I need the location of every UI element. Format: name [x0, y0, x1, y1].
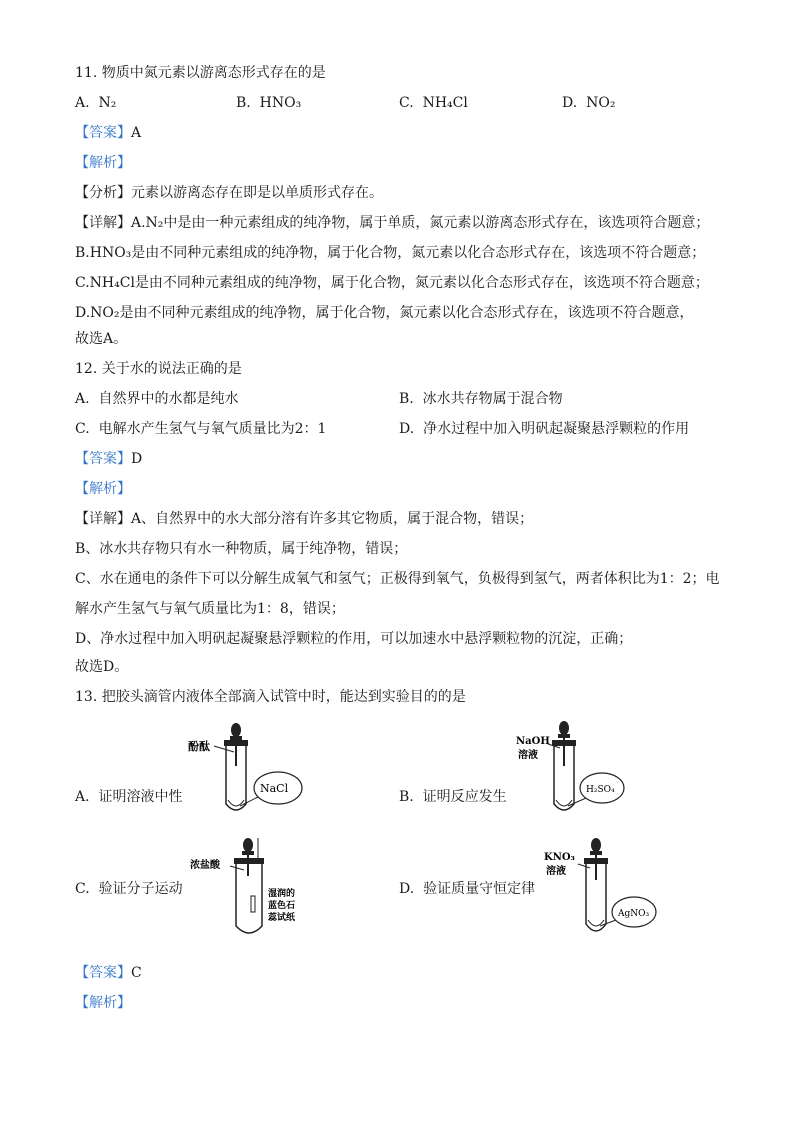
label-solution: H₂SO₄	[586, 785, 615, 795]
answer-tag: 【答案】	[75, 125, 131, 141]
option-text: 净水过程中加入明矾起凝聚悬浮颗粒的作用	[423, 421, 690, 437]
option-letter: B.	[236, 95, 251, 111]
answer-value: C	[131, 965, 142, 981]
q11-detail-line-3: C.NH₄Cl是由不同种元素组成的纯净物，属于化合物，氮元素以化合态形式存在，该选项不符合题意；	[75, 275, 709, 291]
dropper-bulb-icon	[559, 721, 569, 735]
dropper-bulb-icon	[591, 838, 601, 852]
q12-option-c	[75, 420, 326, 438]
option-text: 证明反应发生	[422, 789, 507, 805]
q13-option-c	[75, 880, 183, 898]
dropper-bulb-icon	[243, 838, 253, 852]
option-letter: C.	[75, 881, 90, 897]
test-tube-diagram-b	[512, 718, 662, 818]
test-tube-diagram-d	[538, 836, 688, 940]
stopper-icon	[552, 740, 576, 746]
litmus-paper-icon	[251, 896, 255, 912]
option-letter: C.	[75, 421, 90, 437]
q11-answer	[75, 124, 141, 142]
q12-analysis-tag: 【解析】	[75, 481, 131, 497]
option-letter: B.	[399, 391, 414, 407]
option-text: NH₄Cl	[422, 95, 468, 111]
q11-option-d	[562, 94, 615, 112]
detail-text: A.N₂中是由一种元素组成的纯净物，属于单质，氮元素以游离态形式存在，该选项符合题意；	[131, 215, 710, 231]
q11-option-b	[236, 94, 301, 112]
q11-conclusion: 故选A。	[75, 331, 128, 347]
q12-option-a	[75, 390, 238, 408]
q12-option-d	[399, 420, 689, 438]
label-reagent: KNO₃	[544, 852, 575, 863]
q13-option-d	[399, 880, 535, 898]
label-solution: NaCl	[260, 782, 289, 795]
q12-detail-line-3: C、水在通电的条件下可以分解生成氧气和氢气；正极得到氧气，负极得到氢气，两者体积比为1：2；电	[75, 571, 720, 587]
option-text: 证明溶液中性	[98, 789, 183, 805]
label-paper-3: 蕊试纸	[268, 913, 296, 923]
answer-tag: 【答案】	[75, 451, 131, 467]
label-paper-1: 湿润的	[268, 889, 296, 899]
detail-tag: 【详解】	[75, 215, 131, 231]
option-letter: D.	[399, 421, 415, 437]
q12-answer	[75, 450, 142, 468]
option-letter: D.	[562, 95, 578, 111]
label-paper-2: 蓝色石	[268, 901, 296, 911]
stopper-icon	[584, 858, 608, 864]
q13-figure-c	[188, 836, 338, 940]
label-reagent: 浓盐酸	[190, 860, 220, 871]
q13-figure-d	[538, 836, 688, 940]
fenxi-tag: 【分析】	[75, 185, 131, 201]
q11-detail-line-2: B.HNO₃是由不同种元素组成的纯净物，属于化合物，氮元素以化合态形式存在，该选项不符合题意；	[75, 245, 706, 261]
label-reagent-solution: 溶液	[518, 750, 538, 761]
answer-value: A	[131, 125, 142, 141]
q13-answer	[75, 964, 142, 982]
stopper-icon	[234, 858, 264, 864]
option-text: 验证分子运动	[98, 881, 183, 897]
detail-tag: 【详解】	[75, 511, 131, 527]
option-text: 验证质量守恒定律	[423, 881, 536, 897]
option-letter: A.	[75, 391, 90, 407]
q12-detail-line-4: 解水产生氢气与氧气质量比为1：8，错误；	[75, 601, 345, 617]
dropper-bulb-icon	[231, 723, 241, 737]
q11-detail-line-4: D.NO₂是由不同种元素组成的纯净物，属于化合物，氮元素以化合态形式存在，该选项不符合题意，	[75, 305, 694, 321]
option-text: 电解水产生氢气与氧气质量比为2：1	[98, 421, 327, 437]
q12-detail-line-1	[75, 510, 533, 528]
q12-option-b	[399, 390, 563, 408]
q12-detail-line-2: B、冰水共存物只有水一种物质，属于纯净物，错误；	[75, 541, 408, 557]
label-solution: AgNO₃	[618, 909, 650, 919]
label-reagent-solution: 溶液	[546, 866, 566, 877]
q12-conclusion: 故选D。	[75, 659, 129, 675]
label-indicator: 酚酞	[188, 740, 210, 753]
q13-question: 13. 把胶头滴管内液体全部滴入试管中时，能达到实验目的的是	[75, 689, 466, 705]
option-letter: B.	[399, 789, 414, 805]
q13-figure-b	[512, 718, 662, 818]
option-letter: D.	[399, 881, 415, 897]
answer-value: D	[131, 451, 143, 467]
q11-question: 11. 物质中氮元素以游离态形式存在的是	[75, 65, 326, 81]
stopper-icon	[224, 740, 248, 746]
test-tube-diagram-a	[188, 720, 338, 820]
option-text: 冰水共存物属于混合物	[422, 391, 563, 407]
q11-option-a	[75, 94, 116, 112]
option-text: NO₂	[586, 95, 616, 111]
answer-tag: 【答案】	[75, 965, 131, 981]
q13-option-b	[399, 788, 507, 806]
q11-analysis-tag: 【解析】	[75, 155, 131, 171]
q13-analysis-tag: 【解析】	[75, 995, 131, 1011]
label-reagent: NaOH	[516, 736, 550, 747]
fenxi-text: 元素以游离态存在即是以单质形式存在。	[131, 185, 383, 201]
dropper-collar-icon	[558, 734, 570, 738]
q13-figure-a	[188, 720, 338, 820]
q11-fenxi	[75, 184, 383, 202]
option-text: HNO₃	[259, 95, 302, 111]
option-letter: A.	[75, 95, 90, 111]
dropper-collar-icon	[590, 851, 602, 855]
q11-detail-line-1	[75, 214, 709, 232]
dropper-collar-icon	[230, 736, 242, 740]
option-text: N₂	[98, 95, 117, 111]
q11-option-c	[399, 94, 468, 112]
q13-option-a	[75, 788, 182, 806]
q12-question: 12. 关于水的说法正确的是	[75, 361, 242, 377]
q12-detail-line-5: D、净水过程中加入明矾起凝聚悬浮颗粒的作用，可以加速水中悬浮颗粒物的沉淀，正确；	[75, 631, 633, 647]
option-letter: A.	[75, 789, 90, 805]
option-letter: C.	[399, 95, 414, 111]
option-text: 自然界中的水都是纯水	[98, 391, 239, 407]
dropper-collar-icon	[242, 851, 254, 855]
test-tube-diagram-c	[188, 836, 338, 940]
detail-text: A、自然界中的水大部分溶有许多其它物质，属于混合物，错误；	[131, 511, 534, 527]
